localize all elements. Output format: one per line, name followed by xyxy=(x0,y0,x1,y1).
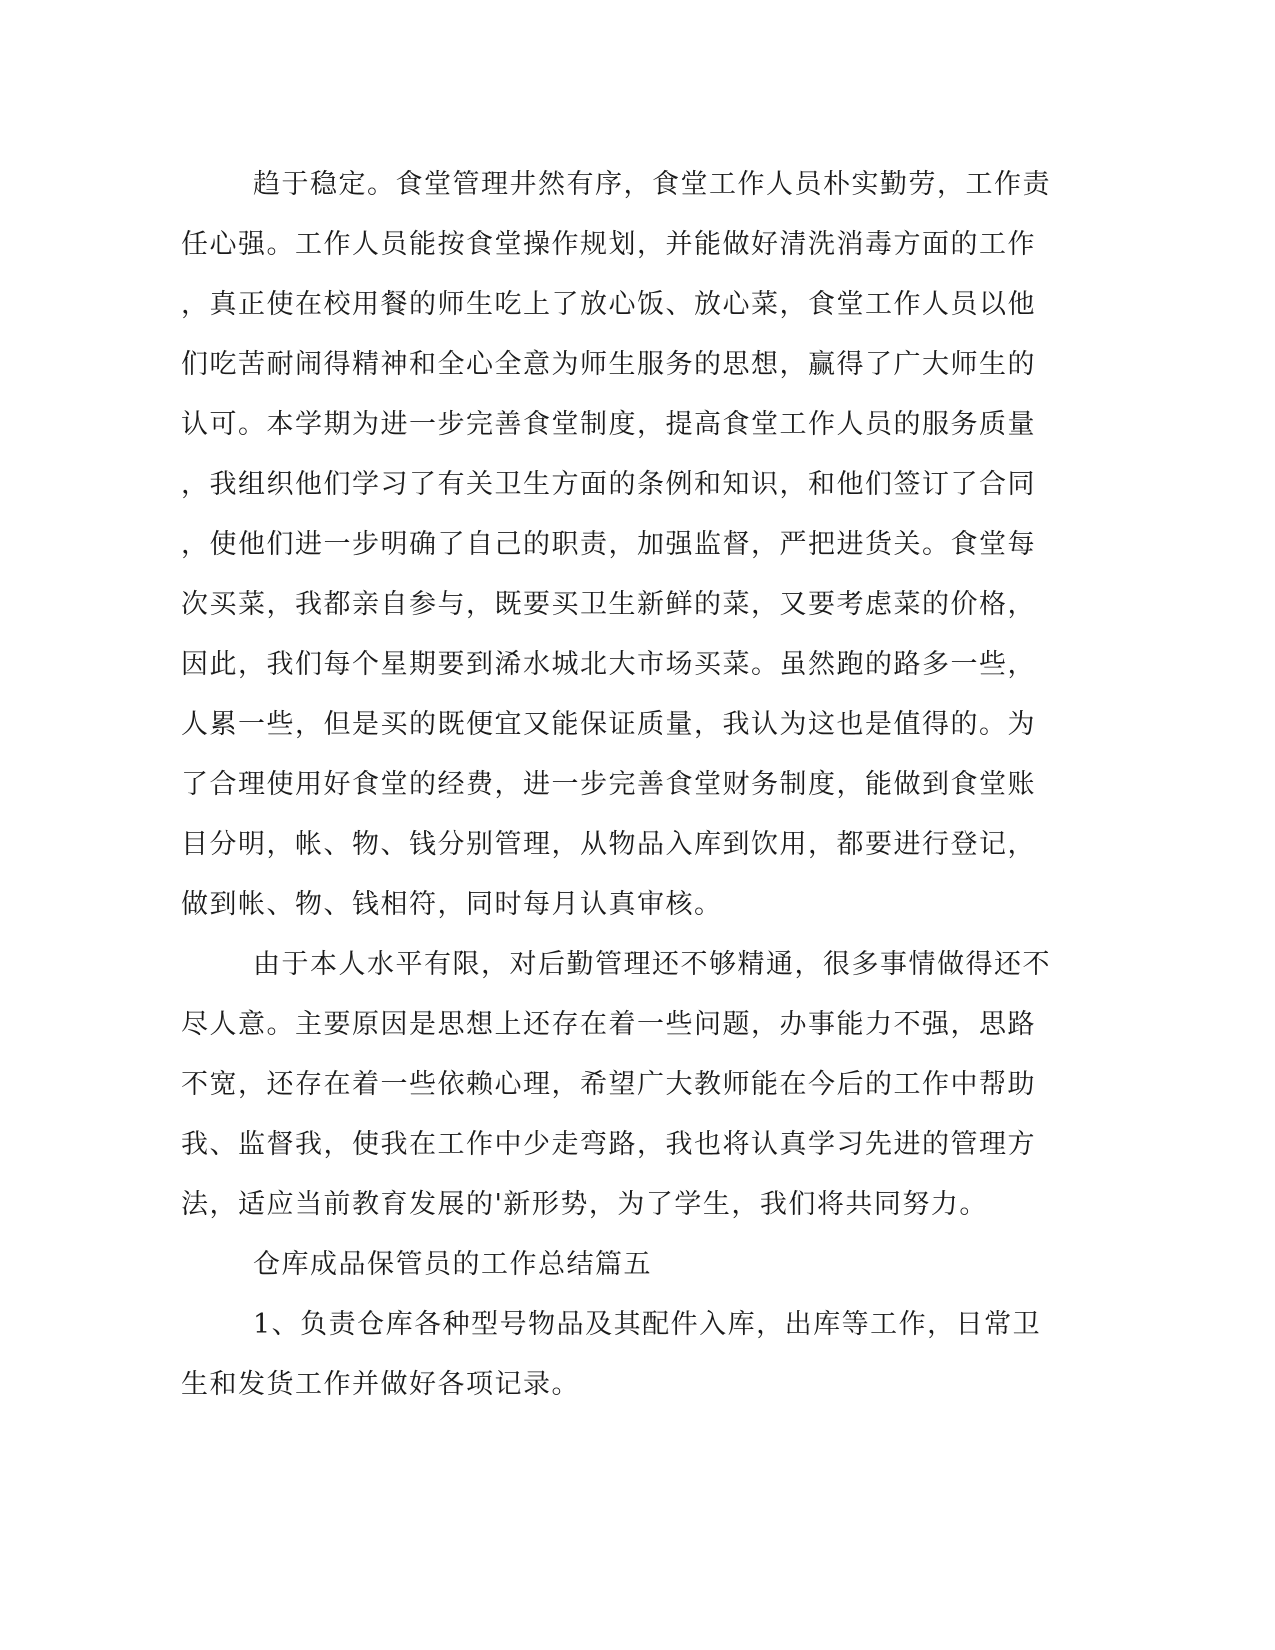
text-line: 生和发货工作并做好各项记录。 xyxy=(181,1369,580,1400)
heading-text: 仓库成品保管员的工作总结篇五 xyxy=(253,1249,652,1280)
text-line: 因此，我们每个星期要到浠水城北大市场买菜。虽然跑的路多一些， xyxy=(181,649,1036,680)
text-line: 人累一些，但是买的既便宜又能保证质量，我认为这也是值得的。为 xyxy=(181,709,1036,740)
text-line: ，真正使在校用餐的师生吃上了放心饭、放心菜，食堂工作人员以他 xyxy=(181,289,1036,320)
text-line: ，我组织他们学习了有关卫生方面的条例和知识，和他们签订了合同 xyxy=(181,469,1036,500)
text-line: 做到帐、物、钱相符，同时每月认真审核。 xyxy=(181,889,723,920)
text-line: 不宽，还存在着一些依赖心理，希望广大教师能在今后的工作中帮助 xyxy=(181,1069,1036,1100)
text-line: 1、负责仓库各种型号物品及其配件入库，出库等工作，日常卫 xyxy=(253,1309,1042,1340)
text-line: 认可。本学期为进一步完善食堂制度，提高食堂工作人员的服务质量 xyxy=(181,409,1036,440)
paragraph-canteen-management xyxy=(181,155,1061,935)
text-line: ，使他们进一步明确了自己的职责，加强监督，严把进货关。食堂每 xyxy=(181,529,1036,560)
section-heading xyxy=(181,1235,1061,1295)
text-line: 趋于稳定。食堂管理井然有序，食堂工作人员朴实勤劳，工作责 xyxy=(253,169,1051,200)
paragraph-self-reflection xyxy=(181,935,1061,1235)
document-body xyxy=(181,155,1061,1415)
text-line: 们吃苦耐闹得精神和全心全意为师生服务的思想，赢得了广大师生的 xyxy=(181,349,1036,380)
text-line: 次买菜，我都亲自参与，既要买卫生新鲜的菜，又要考虑菜的价格， xyxy=(181,589,1036,620)
text-line: 了合理使用好食堂的经费，进一步完善食堂财务制度，能做到食堂账 xyxy=(181,769,1036,800)
text-line: 尽人意。主要原因是思想上还存在着一些问题，办事能力不强，思路 xyxy=(181,1009,1036,1040)
text-line: 任心强。工作人员能按食堂操作规划，并能做好清洗消毒方面的工作 xyxy=(181,229,1036,260)
text-line: 目分明，帐、物、钱分别管理，从物品入库到饮用，都要进行登记， xyxy=(181,829,1036,860)
paragraph-warehouse-duty-1 xyxy=(181,1295,1061,1415)
text-line: 法，适应当前教育发展的'新形势，为了学生，我们将共同努力。 xyxy=(181,1189,988,1220)
text-line: 由于本人水平有限，对后勤管理还不够精通，很多事情做得还不 xyxy=(253,949,1051,980)
text-line: 我、监督我，使我在工作中少走弯路，我也将认真学习先进的管理方 xyxy=(181,1129,1036,1160)
